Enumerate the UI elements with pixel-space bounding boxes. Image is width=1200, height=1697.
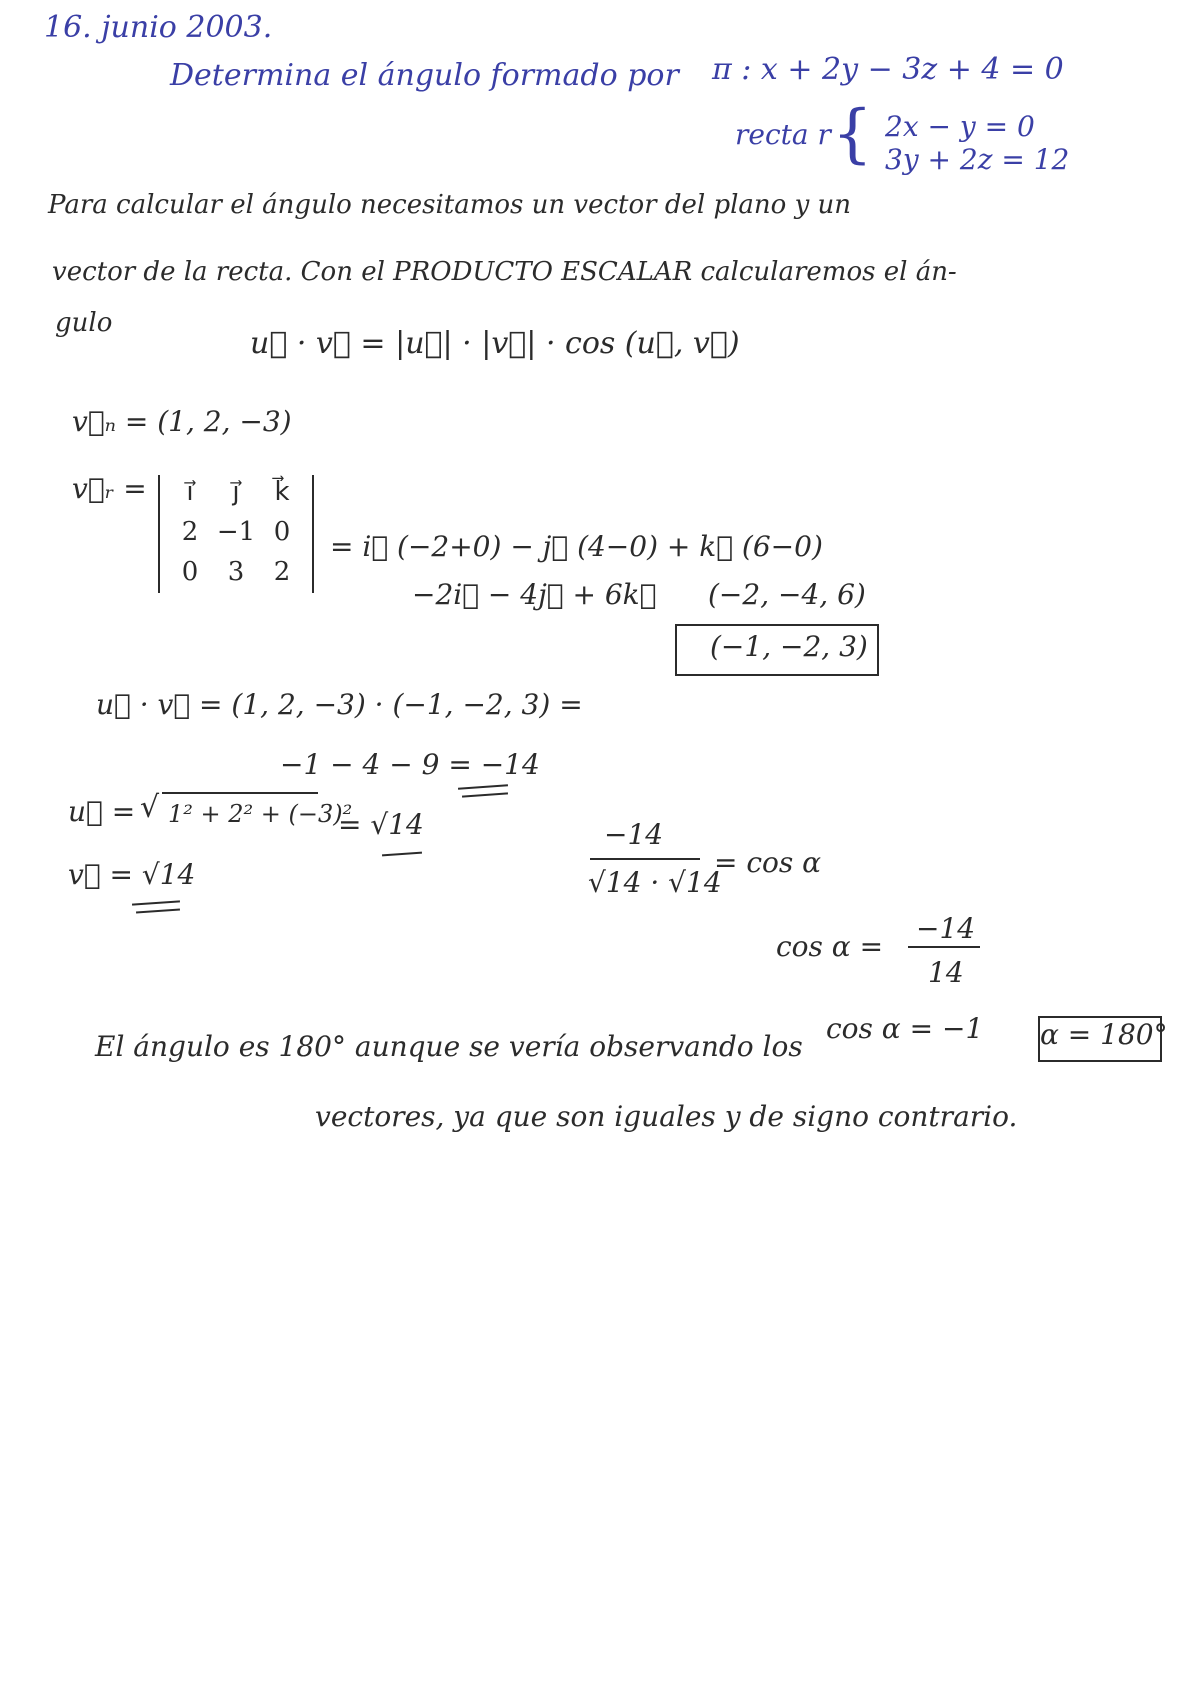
cos-alpha-value: cos α = −1 [826,1012,984,1045]
problem-statement: Determina el ángulo formado por [170,58,679,93]
matrix-cell: 3 [227,557,245,587]
v-modulus: v⃗ = √14 [68,858,196,891]
cos-fraction-bar [590,858,700,860]
matrix-cell: 0 [181,557,199,587]
simplified-direction-vector: (−1, −2, 3) [710,630,868,663]
dot-product-formula: u⃗ · v⃗ = |u⃗| · |v⃗| · cos (u⃗, v⃗) [250,326,740,361]
cos-fraction-denominator: √14 · √14 [588,866,722,899]
matrix-cell: j⃗ [232,477,240,507]
radical-bar [162,792,318,794]
matrix-cell: i⃗ [186,477,194,507]
cos-alpha-denominator: 14 [928,956,964,989]
line-equation-2: 3y + 2z = 12 [885,143,1070,176]
plane-normal-vector: v⃗ₙ = (1, 2, −3) [72,405,292,438]
u-modulus-radicand: 1² + 2² + (−3)² [168,800,353,828]
matrix-cell: 2 [273,557,291,587]
line-equation-1: 2x − y = 0 [885,110,1035,143]
intro-line-3: gulo [55,308,113,338]
final-answer: α = 180° [1040,1018,1168,1051]
line-label: recta r [735,118,831,151]
matrix-cell: −1 [216,517,256,547]
matrix-cell: 0 [273,517,291,547]
radical-sign: √ [140,790,160,825]
matrix-cell: 2 [181,517,199,547]
direction-vector-expression: −2i⃗ − 4j⃗ + 6k⃗ [412,578,657,611]
v-result-underline [136,908,180,913]
dot-product-result: −1 − 4 − 9 = −14 [280,748,540,781]
intro-line-1: Para calcular el ángulo necesitamos un vector del plano y un [48,190,852,220]
v-result-underline [132,900,180,905]
u-result-underline [382,852,422,857]
cos-fraction-numerator: −14 [604,818,664,851]
intro-line-2: vector de la recta. Con el PRODUCTO ESCALAR calcularemos el án- [52,257,957,287]
dot-product-substitution: u⃗ · v⃗ = (1, 2, −3) · (−1, −2, 3) = [96,688,583,721]
cos-alpha-rhs: = cos α [714,846,822,879]
determinant-expansion: = i⃗ (−2+0) − j⃗ (4−0) + k⃗ (6−0) [330,530,823,563]
matrix-cell: k⃗ [274,477,290,507]
direction-vector-components: (−2, −4, 6) [708,578,866,611]
cross-product-determinant [158,475,314,593]
result-underline [462,792,508,797]
date: 16. junio 2003. [44,10,273,45]
u-modulus-result: = √14 [338,808,424,841]
cos-alpha-bar [908,946,980,948]
line-brace: { [832,97,873,171]
cos-alpha-numerator: −14 [916,912,976,945]
line-direction-label: v⃗ᵣ = [72,472,147,505]
result-underline [458,784,508,789]
cos-alpha-label: cos α = [776,930,884,963]
conclusion-line-1: El ángulo es 180° aunque se vería observando los [95,1030,803,1063]
u-modulus-label: u⃗ = [68,795,136,828]
plane-equation: π : x + 2y − 3z + 4 = 0 [712,52,1064,87]
conclusion-line-2: vectores, ya que son iguales y de signo contrario. [315,1100,1018,1133]
